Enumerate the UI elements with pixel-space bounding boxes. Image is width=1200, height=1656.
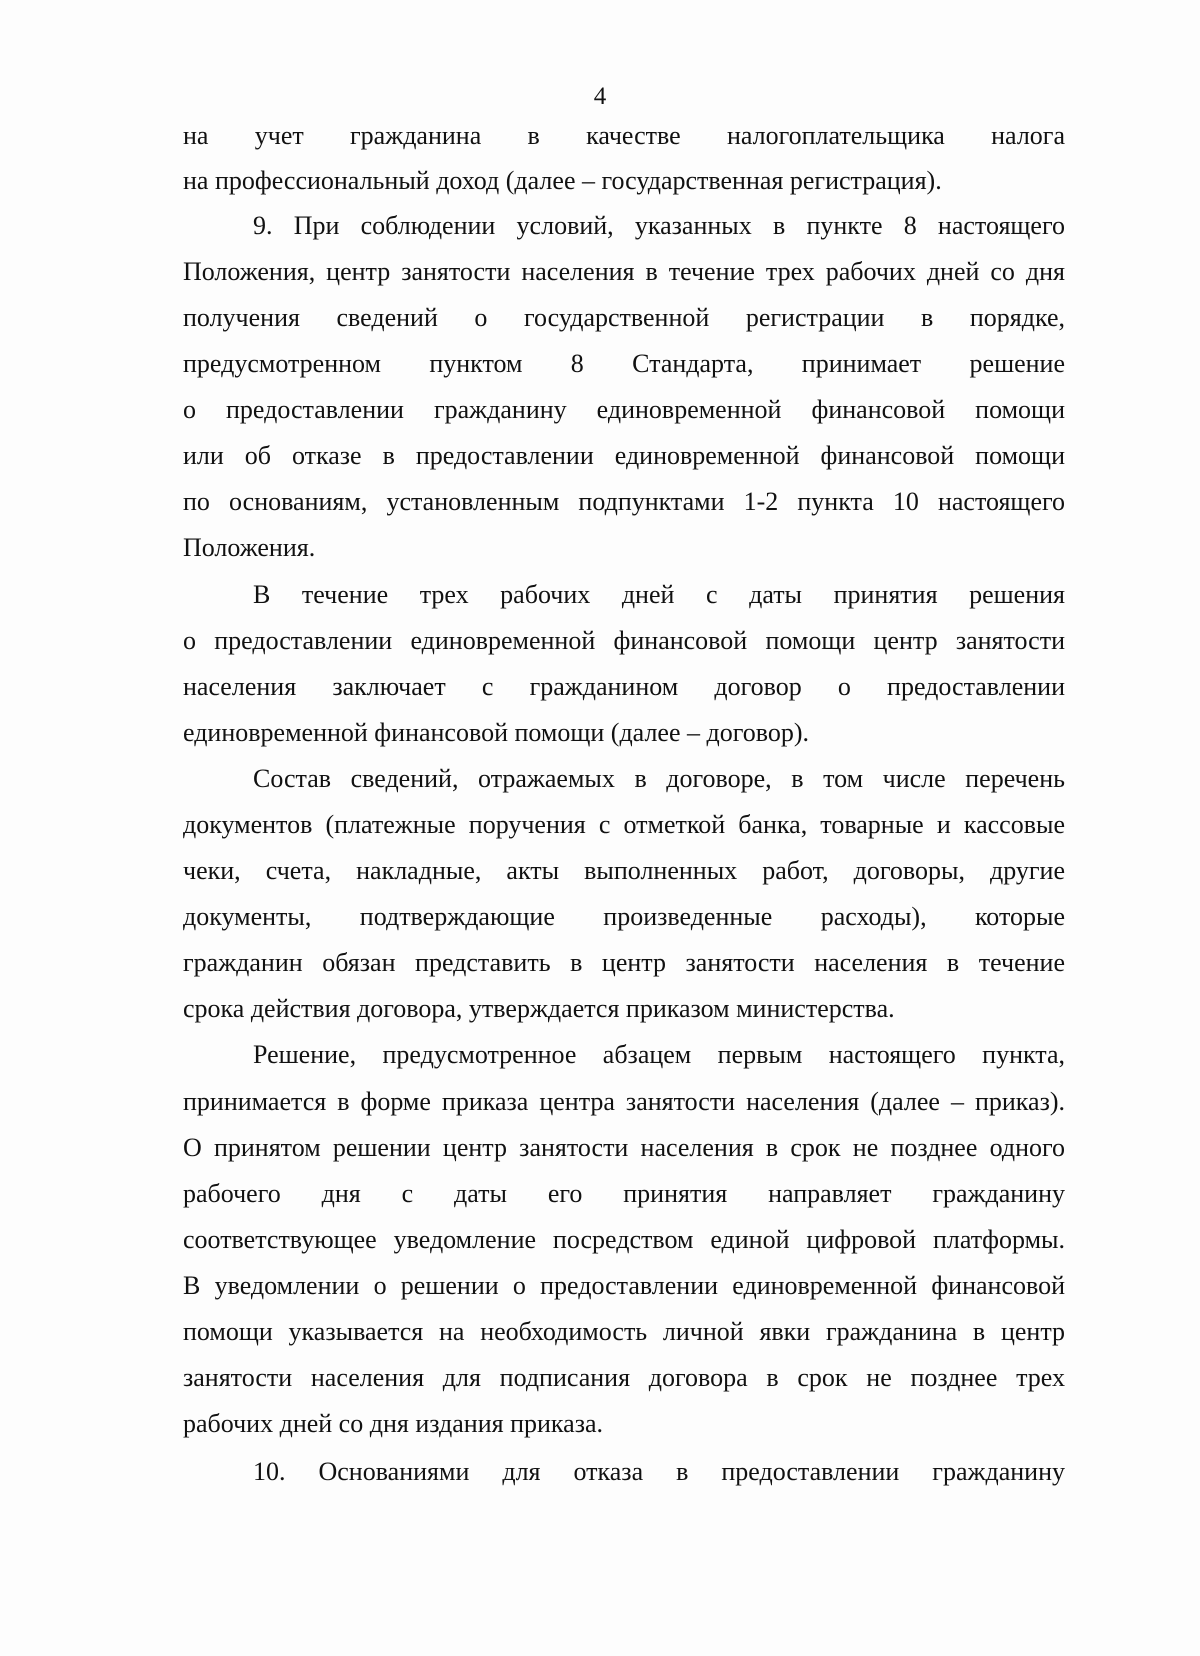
text-line: получения сведений о государственной регистрации в порядке, <box>183 303 1065 332</box>
page-number: 4 <box>593 83 607 110</box>
text-line: Положения. <box>183 533 316 562</box>
text-line: Положения, центр занятости населения в течение трех рабочих дней со дня <box>183 257 1065 286</box>
text-line: О принятом решении центр занятости населения в срок не позднее одного <box>183 1133 1065 1162</box>
text-line: на учет гражданина в качестве налогоплательщика налога <box>183 121 1065 150</box>
text-line: 9. При соблюдении условий, указанных в пункте 8 настоящего <box>253 211 1065 240</box>
text-line: занятости населения для подписания договора в срок не позднее трех <box>183 1363 1065 1392</box>
text-line: гражданин обязан представить в центр занятости населения в течение <box>183 948 1065 977</box>
text-line: Решение, предусмотренное абзацем первым настоящего пункта, <box>253 1040 1065 1069</box>
text-line: документов (платежные поручения с отметкой банка, товарные и кассовые <box>183 810 1065 839</box>
text-line: предусмотренном пунктом 8 Стандарта, принимает решение <box>183 349 1065 378</box>
text-line: принимается в форме приказа центра занятости населения (далее – приказ). <box>183 1087 1065 1116</box>
text-line: по основаниям, установленным подпунктами 1-2 пункта 10 настоящего <box>183 487 1065 516</box>
text-line: чеки, счета, накладные, акты выполненных работ, договоры, другие <box>183 856 1065 885</box>
text-line: В уведомлении о решении о предоставлении единовременной финансовой <box>183 1271 1065 1300</box>
text-line: о предоставлении гражданину единовременной финансовой помощи <box>183 395 1065 424</box>
text-line: соответствующее уведомление посредством единой цифровой платформы. <box>183 1225 1065 1254</box>
text-line: единовременной финансовой помощи (далее – договор). <box>183 718 810 747</box>
text-line: рабочих дней со дня издания приказа. <box>183 1409 604 1438</box>
text-line: на профессиональный доход (далее – государственная регистрация). <box>183 166 942 195</box>
text-line: населения заключает с гражданином договор о предоставлении <box>183 672 1065 701</box>
text-line: 10. Основаниями для отказа в предоставлении гражданину <box>253 1457 1065 1486</box>
text-line: рабочего дня с даты его принятия направляет гражданину <box>183 1179 1065 1208</box>
text-line: документы, подтверждающие произведенные расходы), которые <box>183 902 1065 931</box>
text-line: Состав сведений, отражаемых в договоре, в том числе перечень <box>253 764 1065 793</box>
text-line: В течение трех рабочих дней с даты принятия решения <box>253 580 1065 609</box>
text-line: или об отказе в предоставлении единовременной финансовой помощи <box>183 441 1065 470</box>
text-line: о предоставлении единовременной финансовой помощи центр занятости <box>183 626 1065 655</box>
text-line: помощи указывается на необходимость личной явки гражданина в центр <box>183 1317 1065 1346</box>
text-line: срока действия договора, утверждается приказом министерства. <box>183 994 895 1023</box>
